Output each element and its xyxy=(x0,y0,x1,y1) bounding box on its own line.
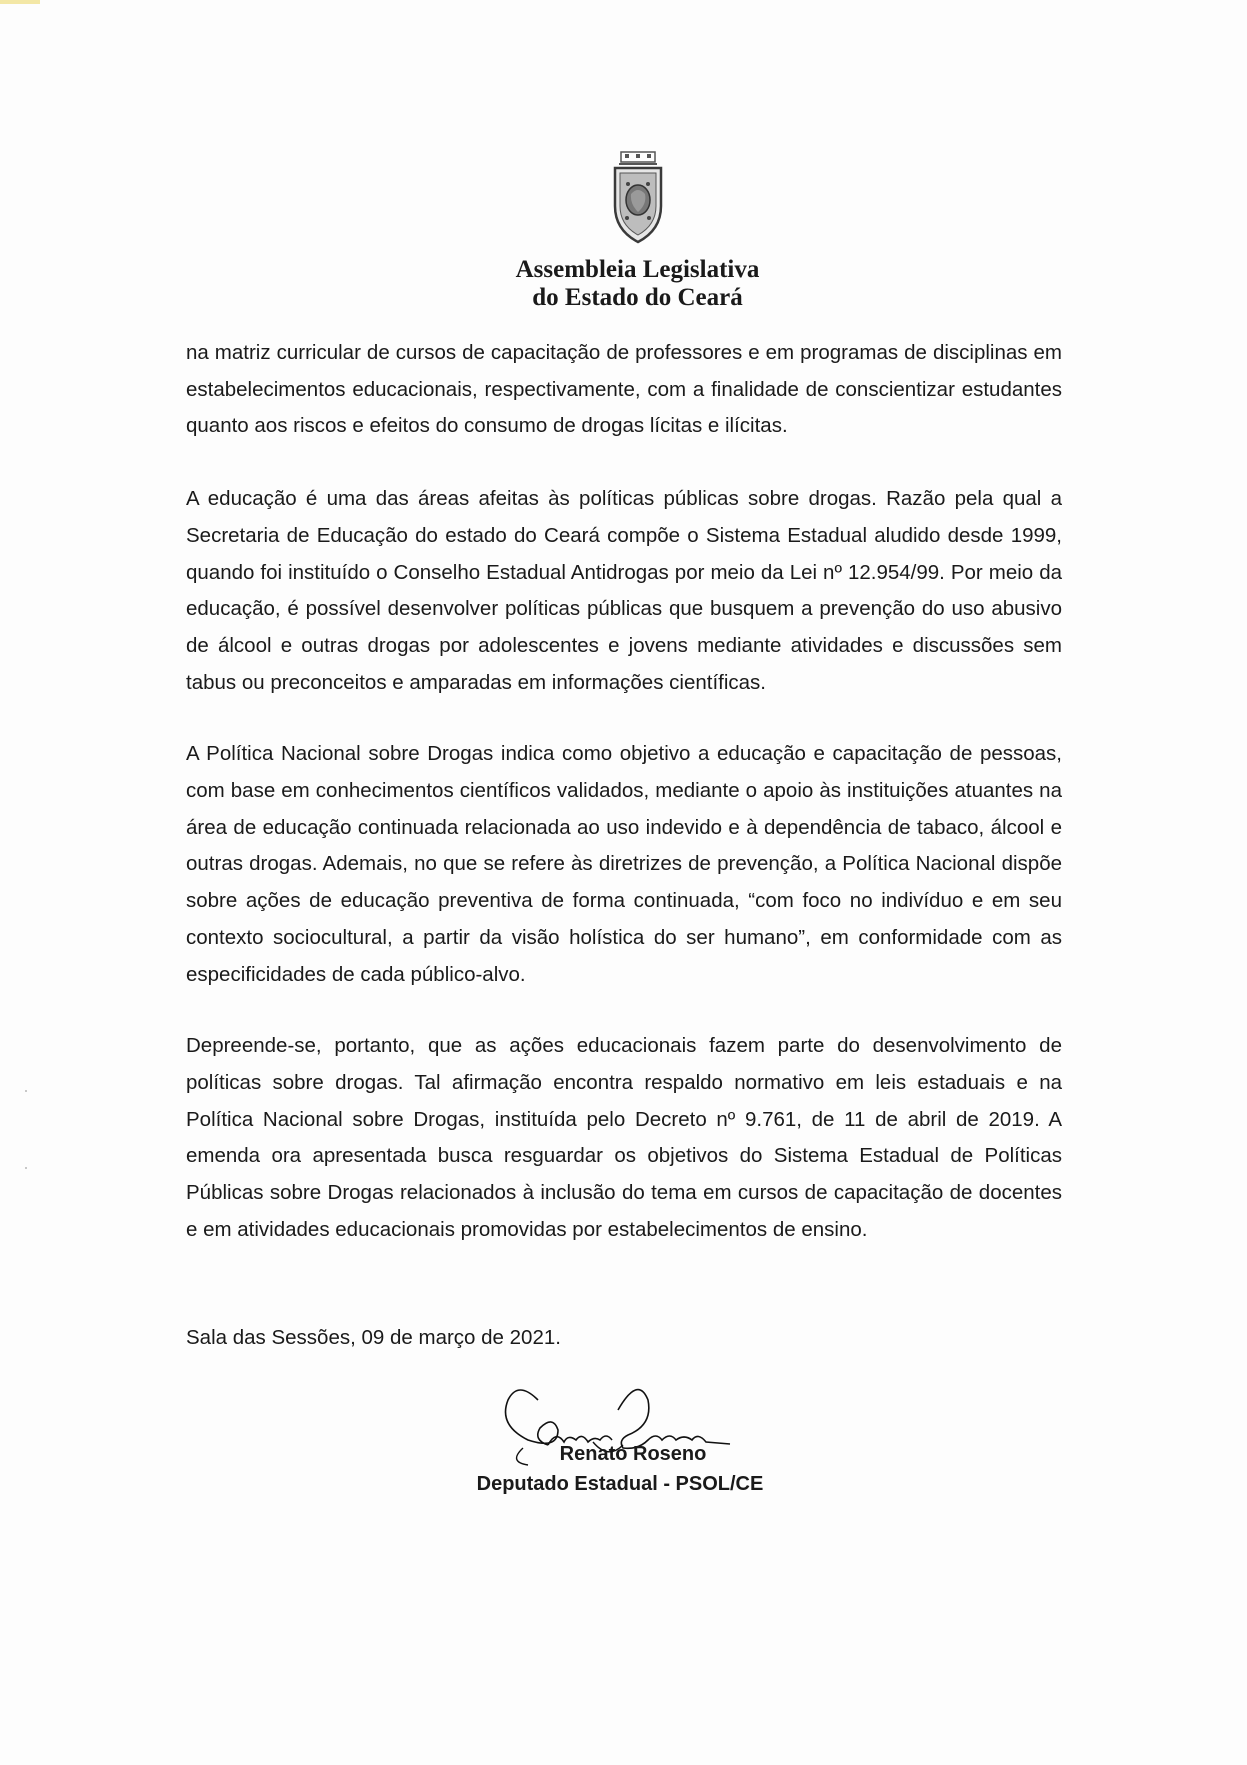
state-coat-of-arms-icon xyxy=(603,150,673,250)
paragraph: A Política Nacional sobre Drogas indica como objetivo a educação e capacitação de pessoas, com base em conhecimentos científicos validados, mediante o apoio às instituições atuantes na área de educação continuada relacionada ao uso indevido e à dependência de tabaco, álcool e outras drogas. Ademais, no que se refere às diretrizes de prevenção, a Política Nacional dispõe sobre ações de educação preventiva de forma continuada, “com foco no indivíduo e em seu contexto sociocultural, a partir da visão holística do ser humano”, em conformidade com as especificidades de cada público-alvo. xyxy=(186,742,1062,986)
paragraph: na matriz curricular de cursos de capacitação de professores e em programas de disciplinas em estabelecimentos educacionais, respectivamente, com a finalidade de conscientizar estudantes quanto aos riscos e efeitos do consumo de drogas lícitas e ilícitas. xyxy=(186,341,1062,438)
scan-speck xyxy=(25,1090,27,1092)
signer-title: Deputado Estadual - PSOL/CE xyxy=(476,1473,764,1495)
institution-name-line1: Assembleia Legislativa xyxy=(515,256,760,283)
scan-corner-mark xyxy=(0,0,40,4)
paragraph: Depreende-se, portanto, que as ações educacionais fazem parte do desenvolvimento de políticas sobre drogas. Tal afirmação encontra respaldo normativo em leis estaduais e na Política Nacional sobre Drogas, instituída pelo Decreto nº 9.761, de 11 de abril de 2019. A emenda ora apresentada busca resguardar os objetivos do Sistema Estadual de Políticas Públicas sobre Drogas relacionados à inclusão do tema em cursos de capacitação de docentes e em atividades educacionais promovidas por estabelecimentos de ensino. xyxy=(186,1034,1062,1241)
place-date-line: Sala das Sessões, 09 de março de 2021. xyxy=(186,1326,561,1349)
letterhead xyxy=(0,150,1247,312)
signer-block xyxy=(400,1439,840,1499)
scan-speck xyxy=(25,1167,27,1169)
institution-name-line2: do Estado do Ceará xyxy=(532,284,743,311)
paragraph: A educação é uma das áreas afeitas às políticas públicas sobre drogas. Razão pela qual a Secretaria de Educação do estado do Ceará compõe o Sistema Estadual aludido desde 1999, quando foi instituído o Conselho Estadual Antidrogas por meio da Lei nº 12.954/99. Por meio da educação, é possível desenvolver políticas públicas que busquem a prevenção do uso abusivo de álcool e outras drogas por adolescentes e jovens mediante atividades e discussões sem tabus ou preconceitos e amparadas em informações científicas. xyxy=(186,487,1062,694)
document-body xyxy=(186,335,1062,1283)
signer-name: Renato Roseno xyxy=(559,1443,707,1465)
